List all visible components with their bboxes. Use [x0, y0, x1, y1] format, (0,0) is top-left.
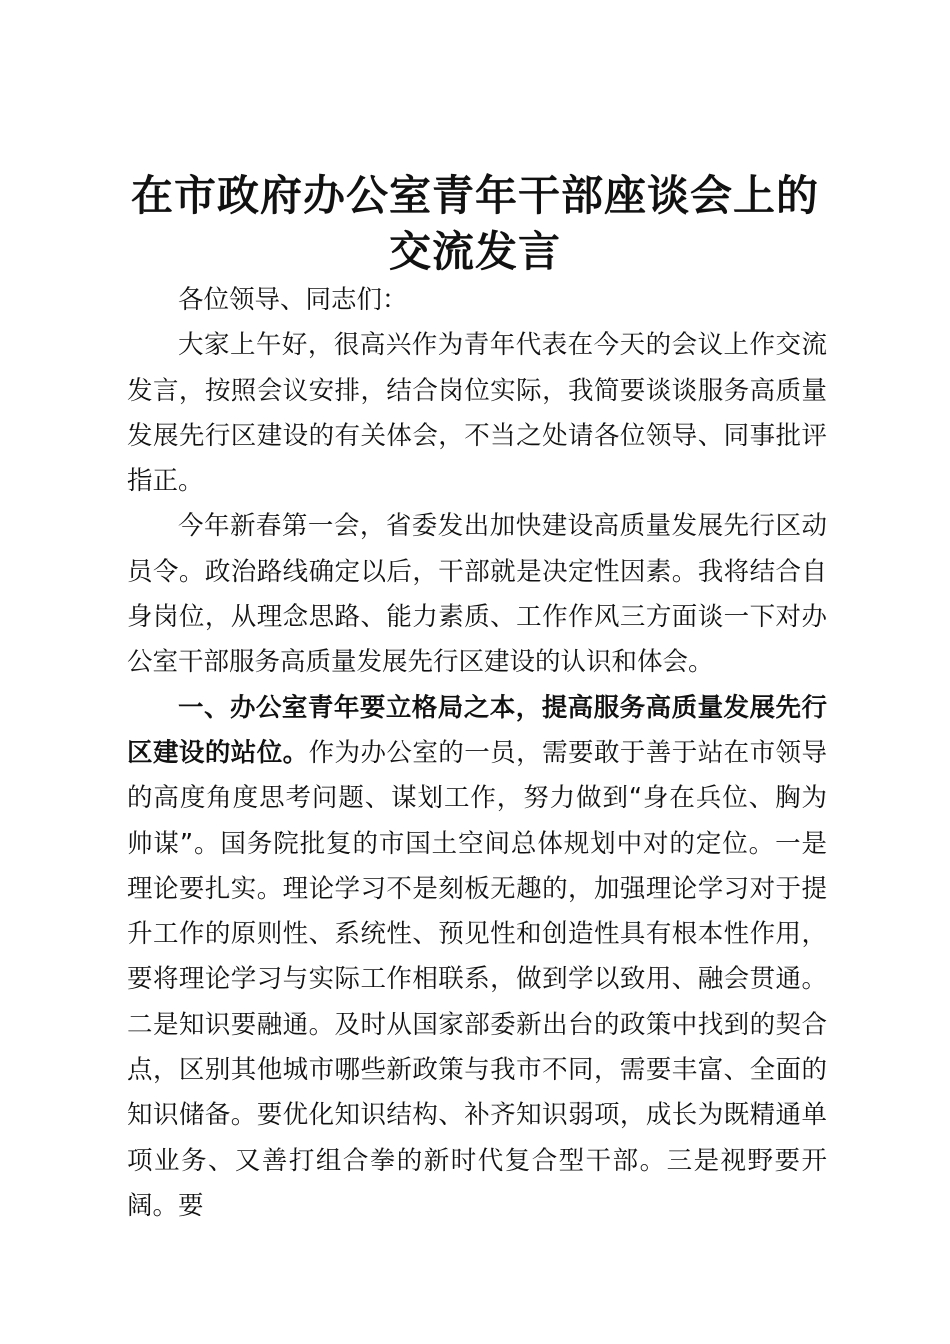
- salutation: 各位领导、同志们：: [178, 285, 408, 315]
- section-heading-1: 一、办公室青年要立格局之本，提高服务高质量发展先行区建设的站位。: [127, 692, 827, 768]
- document-body: [127, 278, 827, 1229]
- paragraph-2: 今年新春第一会，省委发出加快建设高质量发展先行区动员令。政治路线确定以后，干部就是决定性因素。我将结合自身岗位，从理念思路、能力素质、工作作风三方面谈一下对办公室干部服务高质量发展先行区建设的认识和体会。: [127, 511, 827, 678]
- paragraph-1: 大家上午好，很高兴作为青年代表在今天的会议上作交流发言，按照会议安排，结合岗位实际，我简要谈谈服务高质量发展先行区建设的有关体会，不当之处请各位领导、同事批评指正。: [127, 330, 827, 497]
- document-title: 在市政府办公室青年干部座谈会上的交流发言: [130, 171, 819, 276]
- section-text-1: 作为办公室的一员，需要敢于善于站在市领导的高度角度思考问题、谋划工作，努力做到“身在兵位、胸为帅谋”。国务院批复的市国土空间总体规划中对的定位。一是理论要扎实。理论学习不是刻板无趣的，加强理论学习对于提升工作的原则性、系统性、预见性和创造性具有根本性作用，要将理论学习与实际工作相联系，做到学以致用、融会贯通。二是知识要融通。及时从国家部委新出台的政策中找到的契合点，区别其他城市哪些新政策与我市不同，需要丰富、全面的知识储备。要优化知识结构、补齐知识弱项，成长为既精通单项业务、又善打组合拳的新时代复合型干部。三是视野要开阔。要: [127, 737, 827, 1221]
- paragraph-3: [127, 686, 827, 1230]
